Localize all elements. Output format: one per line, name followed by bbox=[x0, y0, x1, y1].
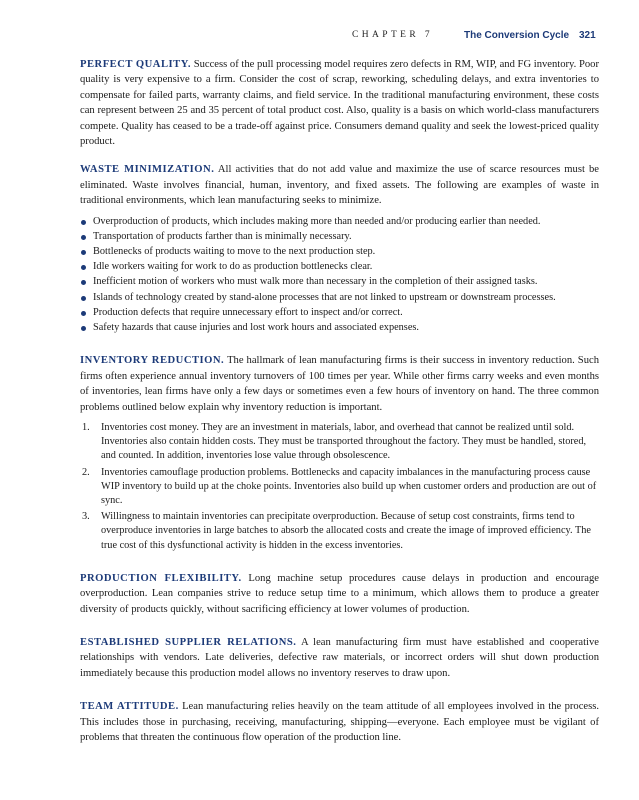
item-number: 1. bbox=[82, 421, 90, 433]
page-number: 321 bbox=[579, 30, 596, 41]
waste-bullet-list bbox=[80, 214, 599, 336]
list-item: Safety hazards that cause injuries and lost work hours and associated expenses. bbox=[80, 320, 599, 335]
item-text: Inventories camouflage production problems. Bottlenecks and capacity imbalances in the manufacturing process cause WIP inventory to build up at the choke points. Inventories also build up when customer orders and production are out of sync. bbox=[101, 466, 597, 506]
list-item: Idle workers waiting for work to do as production bottlenecks clear. bbox=[80, 259, 599, 274]
section-heading: PRODUCTION FLEXIBILITY. bbox=[80, 572, 242, 584]
item-number: 2. bbox=[82, 466, 90, 478]
waste-minimization-section bbox=[80, 162, 599, 335]
header-section-title: The Conversion Cycle bbox=[464, 30, 570, 41]
list-item: Bottlenecks of products waiting to move to the next production step. bbox=[80, 244, 599, 259]
perfect-quality-section bbox=[80, 57, 599, 149]
list-item bbox=[80, 466, 599, 509]
paragraph bbox=[80, 162, 599, 208]
section-heading: ESTABLISHED SUPPLIER RELATIONS. bbox=[80, 636, 297, 648]
list-item: Overproduction of products, which includes making more than needed and/or producing earlier than needed. bbox=[80, 214, 599, 229]
paragraph-text: All activities that do not add value and maximize the use of scarce resources must be eliminated. Waste involves financial, human, inventory, and fixed assets. The following are examples of waste in traditional environments, which lean manufacturing seeks to minimize. bbox=[80, 164, 599, 207]
item-number: 3. bbox=[82, 511, 90, 523]
paragraph-text: Lean manufacturing relies heavily on the team attitude of all employees involved in the process. This includes those in purchasing, receiving, manufacturing, shipping—everyone. Each employee must be vigilant of problems that threaten the continuous flow operation of the production line. bbox=[80, 701, 599, 743]
running-header bbox=[0, 30, 639, 46]
inventory-numbered-list bbox=[80, 421, 599, 553]
chapter-label: CHAPTER 7 bbox=[352, 30, 434, 40]
paragraph bbox=[80, 635, 599, 681]
list-item bbox=[80, 510, 599, 553]
production-flexibility-section bbox=[80, 571, 599, 617]
section-heading: WASTE MINIMIZATION. bbox=[80, 164, 215, 176]
team-attitude-section bbox=[80, 699, 599, 745]
list-item: Production defects that require unnecessary effort to inspect and/or correct. bbox=[80, 305, 599, 320]
paragraph-text: Long machine setup procedures cause delays in production and encourage overproduction. Lean companies strive to reduce setup time to a minimum, which allows them to produce a greater diversity of products quickly, without sacrificing efficiency at lower volumes of production. bbox=[80, 572, 599, 615]
section-heading: TEAM ATTITUDE. bbox=[80, 701, 179, 713]
item-text: Inventories cost money. They are an investment in materials, labor, and overhead that cannot be realized until sold. Inventories also contain hidden costs. They must be transported throughout the factory. They must be handled, stored, and counted. In addition, inventories lose value through obsolescence. bbox=[101, 421, 587, 462]
list-item: Islands of technology created by stand-alone processes that are not linked to upstream or downstream processes. bbox=[80, 290, 599, 305]
paragraph-text: A lean manufacturing firm must have established and cooperative relationships with vendors. Late deliveries, defective raw materials, or incorrect orders will shut down production immediately because this production model allows no inventory reserves to draw upon. bbox=[80, 636, 599, 679]
paragraph bbox=[80, 353, 599, 415]
section-heading: INVENTORY REDUCTION. bbox=[80, 355, 225, 367]
paragraph-text: Success of the pull processing model requires zero defects in RM, WIP, and FG inventory. Poor quality is very expensive to a firm. Consider the cost of scrap, reworking, scheduling delays, and extra inventories to compensate for failed parts, warranty claims, and field service. In the traditional manufacturing environment, these costs can represent between 25 and 35 percent of total product cost. Also, quality is a basis on which world-class manufacturers compete. Quality has ceased to be a trade-off against price. Consumers demand quality and seek the lowest-priced quality product. bbox=[80, 59, 599, 148]
section-heading: PERFECT QUALITY. bbox=[80, 59, 192, 70]
paragraph bbox=[80, 699, 599, 745]
inventory-reduction-section bbox=[80, 353, 599, 552]
list-item bbox=[80, 421, 599, 464]
supplier-relations-section bbox=[80, 635, 599, 681]
paragraph bbox=[80, 571, 599, 617]
item-text: Willingness to maintain inventories can precipitate overproduction. Because of setup cost constraints, firms tend to overproduce inventories in large batches to absorb the allocated costs and create the image of improved efficiency. The true cost of this dysfunctional activity is hidden in the excess inventories. bbox=[101, 511, 591, 551]
list-item: Transportation of products farther than is minimally necessary. bbox=[80, 229, 599, 244]
list-item: Inefficient motion of workers who must walk more than necessary in the completion of their assigned tasks. bbox=[80, 274, 599, 289]
paragraph bbox=[80, 57, 599, 149]
paragraph-text: The hallmark of lean manufacturing firms is their success in inventory reduction. Such firms often experience annual inventory turnovers of 100 times per year. While other firms carry weeks and even months of inventories, lean firms have only a few days or sometimes even a few hours of inventory on hand. The three common problems outlined below explain why inventory reduction is important. bbox=[80, 355, 599, 413]
page-body bbox=[80, 57, 599, 758]
